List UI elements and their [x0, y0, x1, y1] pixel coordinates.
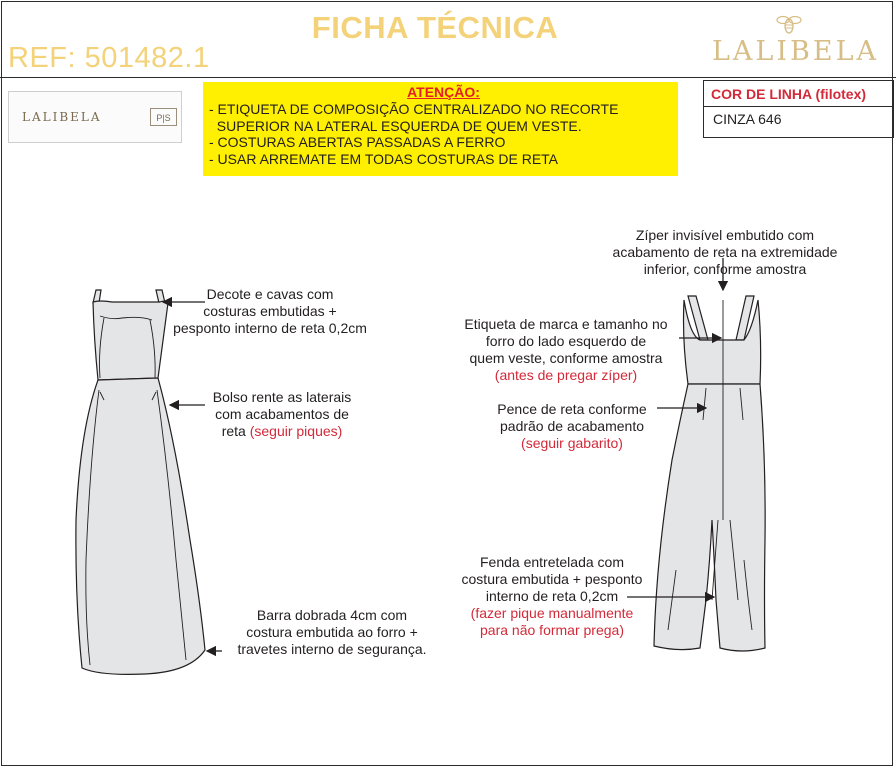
note-line: forro do lado esquerdo de: [485, 333, 647, 349]
note-line: Decote e cavas com: [206, 286, 334, 302]
note-highlight: (antes de pregar zíper): [494, 367, 638, 383]
note-hem: [222, 607, 442, 658]
attention-line: - ETIQUETA DE COMPOSIÇÃO CENTRALIZADO NO RECORTE: [209, 101, 619, 117]
note-line: interno de reta 0,2cm: [485, 588, 619, 604]
thread-color-title: COR DE LINHA (filotex): [711, 86, 867, 102]
note-line: Fenda entretelada com: [480, 554, 624, 570]
note-slit: [442, 554, 662, 639]
note-line: com acabamentos de: [215, 406, 349, 422]
note-line: acabamento de reta na extremidade: [612, 244, 838, 260]
attention-line: - COSTURAS ABERTAS PASSADAS A FERRO: [209, 134, 506, 150]
front-dress-drawing: [76, 290, 205, 674]
note-line: costura embutida + pesponto: [461, 571, 643, 587]
note-text: reta: [221, 423, 250, 439]
note-highlight: (seguir piques): [249, 423, 343, 439]
note-pocket: [192, 389, 372, 440]
note-line: Zíper invisível embutido com: [635, 227, 815, 243]
attention-title: ATENÇÃO:: [407, 84, 480, 100]
note-line: Pence de reta conforme: [497, 401, 647, 417]
front-bodice: [93, 301, 168, 380]
note-line: travetes interno de segurança.: [237, 641, 427, 657]
note-line: Etiqueta de marca e tamanho no: [464, 316, 668, 332]
note-highlight: para não formar prega): [480, 622, 624, 638]
note-line: quem veste, conforme amostra: [469, 350, 663, 366]
note-line: padrão de acabamento: [500, 418, 644, 434]
note-dart: [476, 401, 668, 452]
size-tag: P|S: [150, 108, 177, 126]
note-line: costura embutida ao forro +: [246, 624, 418, 640]
note-highlight: (fazer pique manualmente: [470, 605, 634, 621]
brand-label-text: LALIBELA: [22, 110, 102, 124]
note-line: inferior, conforme amostra: [643, 261, 807, 277]
note-highlight: (seguir gabarito): [521, 435, 623, 451]
attention-line: SUPERIOR NA LATERAL ESQUERDA DE QUEM VESTE.: [209, 117, 582, 134]
note-line: pesponto interno de reta 0,2cm: [173, 320, 367, 336]
page-title: FICHA TÉCNICA: [311, 10, 559, 45]
note-line: Barra dobrada 4cm com: [256, 607, 408, 623]
note-line: [192, 423, 372, 440]
thread-color-value: CINZA 646: [713, 111, 782, 127]
brand-wordmark: LALIBELA: [712, 36, 880, 67]
note-label: [444, 316, 688, 384]
attention-line: - USAR ARREMATE EM TODAS COSTURAS DE RETA: [209, 150, 559, 167]
reference-code: REF: 501482.1: [8, 42, 210, 74]
note-line: costuras embutidas +: [203, 303, 337, 319]
note-zipper: [592, 227, 858, 278]
note-line: Bolso rente as laterais: [212, 389, 352, 405]
note-neckline: [170, 286, 370, 337]
